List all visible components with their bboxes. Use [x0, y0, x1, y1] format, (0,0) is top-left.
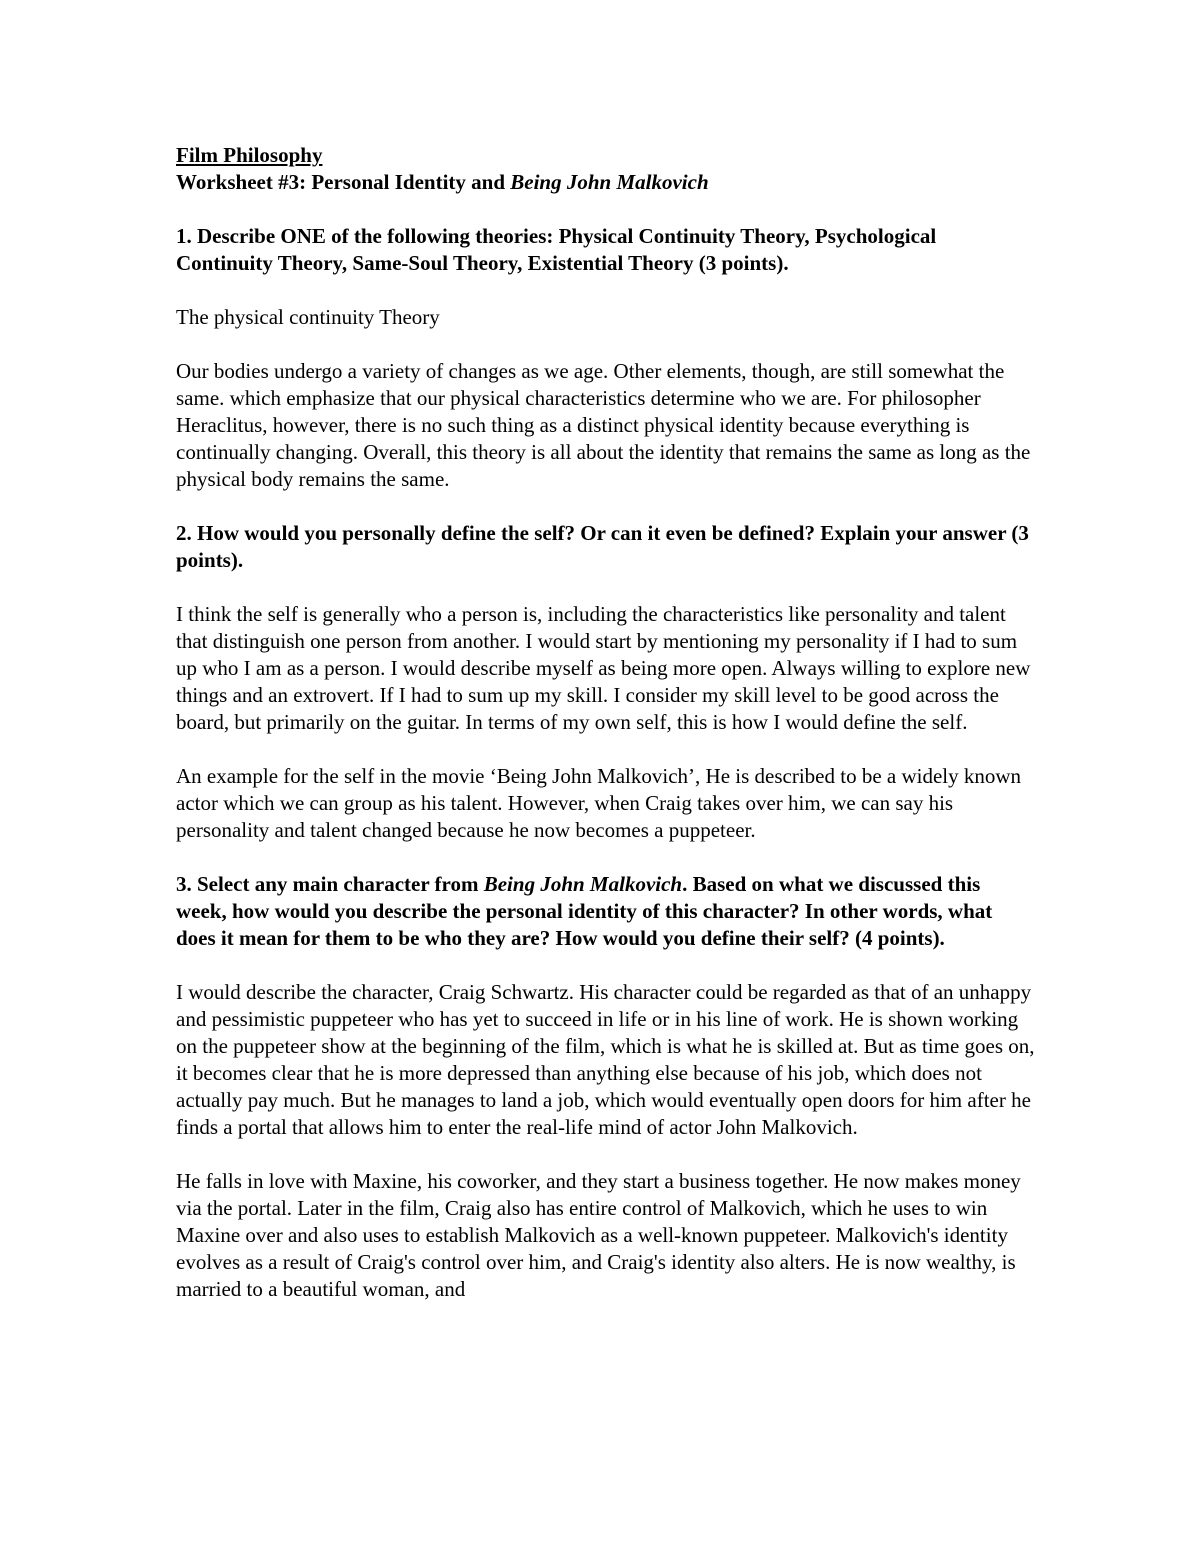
question-3-film-title: Being John Malkovich [483, 872, 683, 896]
question-1: 1. Describe ONE of the following theories: Physical Continuity Theory, Psychological Continuity Theory, Same-Soul Theory, Existential Theory (3 points). [176, 224, 937, 275]
answer-1-heading: The physical continuity Theory [176, 305, 440, 329]
answer-2-paragraph-1: I think the self is generally who a person is, including the characteristics like personality and talent that distinguish one person from another. I would start by mentioning my personality if I had to sum up who I am as a person. I would describe myself as being more open. Always willing to explore new things and an extrovert. If I had to sum up my skill. I consider my skill level to be good across the board, but primarily on the guitar. In terms of my own self, this is how I would define the self. [176, 602, 1031, 734]
question-3-prefix: 3. Select any main character from [176, 872, 484, 896]
question-3 [176, 871, 1036, 952]
question-3-suffix: . Based on what we discussed this week, how would you describe the personal identity of this character? In other words, what does it mean for them to be who they are? How would you define their self? (4 points). [176, 872, 993, 950]
worksheet-title-prefix: Worksheet #3: Personal Identity and [176, 170, 511, 194]
worksheet-title [176, 169, 1036, 196]
question-2: 2. How would you personally define the self? Or can it even be defined? Explain your answer (3 points). [176, 521, 1029, 572]
document-body [176, 142, 1036, 1303]
answer-2-paragraph-2: An example for the self in the movie ‘Being John Malkovich’, He is described to be a widely known actor which we can group as his talent. However, when Craig takes over him, we can say his personality and talent changed because he now becomes a puppeteer. [176, 764, 1022, 842]
answer-3-paragraph-2: He falls in love with Maxine, his coworker, and they start a business together. He now makes money via the portal. Later in the film, Craig also has entire control of Malkovich, which he uses to win Maxine over and also uses to establish Malkovich as a well-known puppeteer. Malkovich's identity evolves as a result of Craig's control over him, and Craig's identity also alters. He is now wealthy, is married to a beautiful woman, and [176, 1169, 1021, 1301]
answer-1-paragraph: Our bodies undergo a variety of changes as we age. Other elements, though, are still somewhat the same. which emphasize that our physical characteristics determine who we are. For philosopher Heraclitus, however, there is no such thing as a distinct physical identity because everything is continually changing. Overall, this theory is all about the identity that remains the same as long as the physical body remains the same. [176, 359, 1031, 491]
worksheet-film-title: Being John Malkovich [510, 170, 709, 194]
course-title: Film Philosophy [176, 143, 323, 167]
answer-3-paragraph-1: I would describe the character, Craig Schwartz. His character could be regarded as that of an unhappy and pessimistic puppeteer who has yet to succeed in life or in his line of work. He is shown working on the puppeteer show at the beginning of the film, which is what he is skilled at. But as time goes on, it becomes clear that he is more depressed than anything else because of his job, which does not actually pay much. But he manages to land a job, which would eventually open doors for him after he finds a portal that allows him to enter the real-life mind of actor John Malkovich. [176, 980, 1035, 1139]
